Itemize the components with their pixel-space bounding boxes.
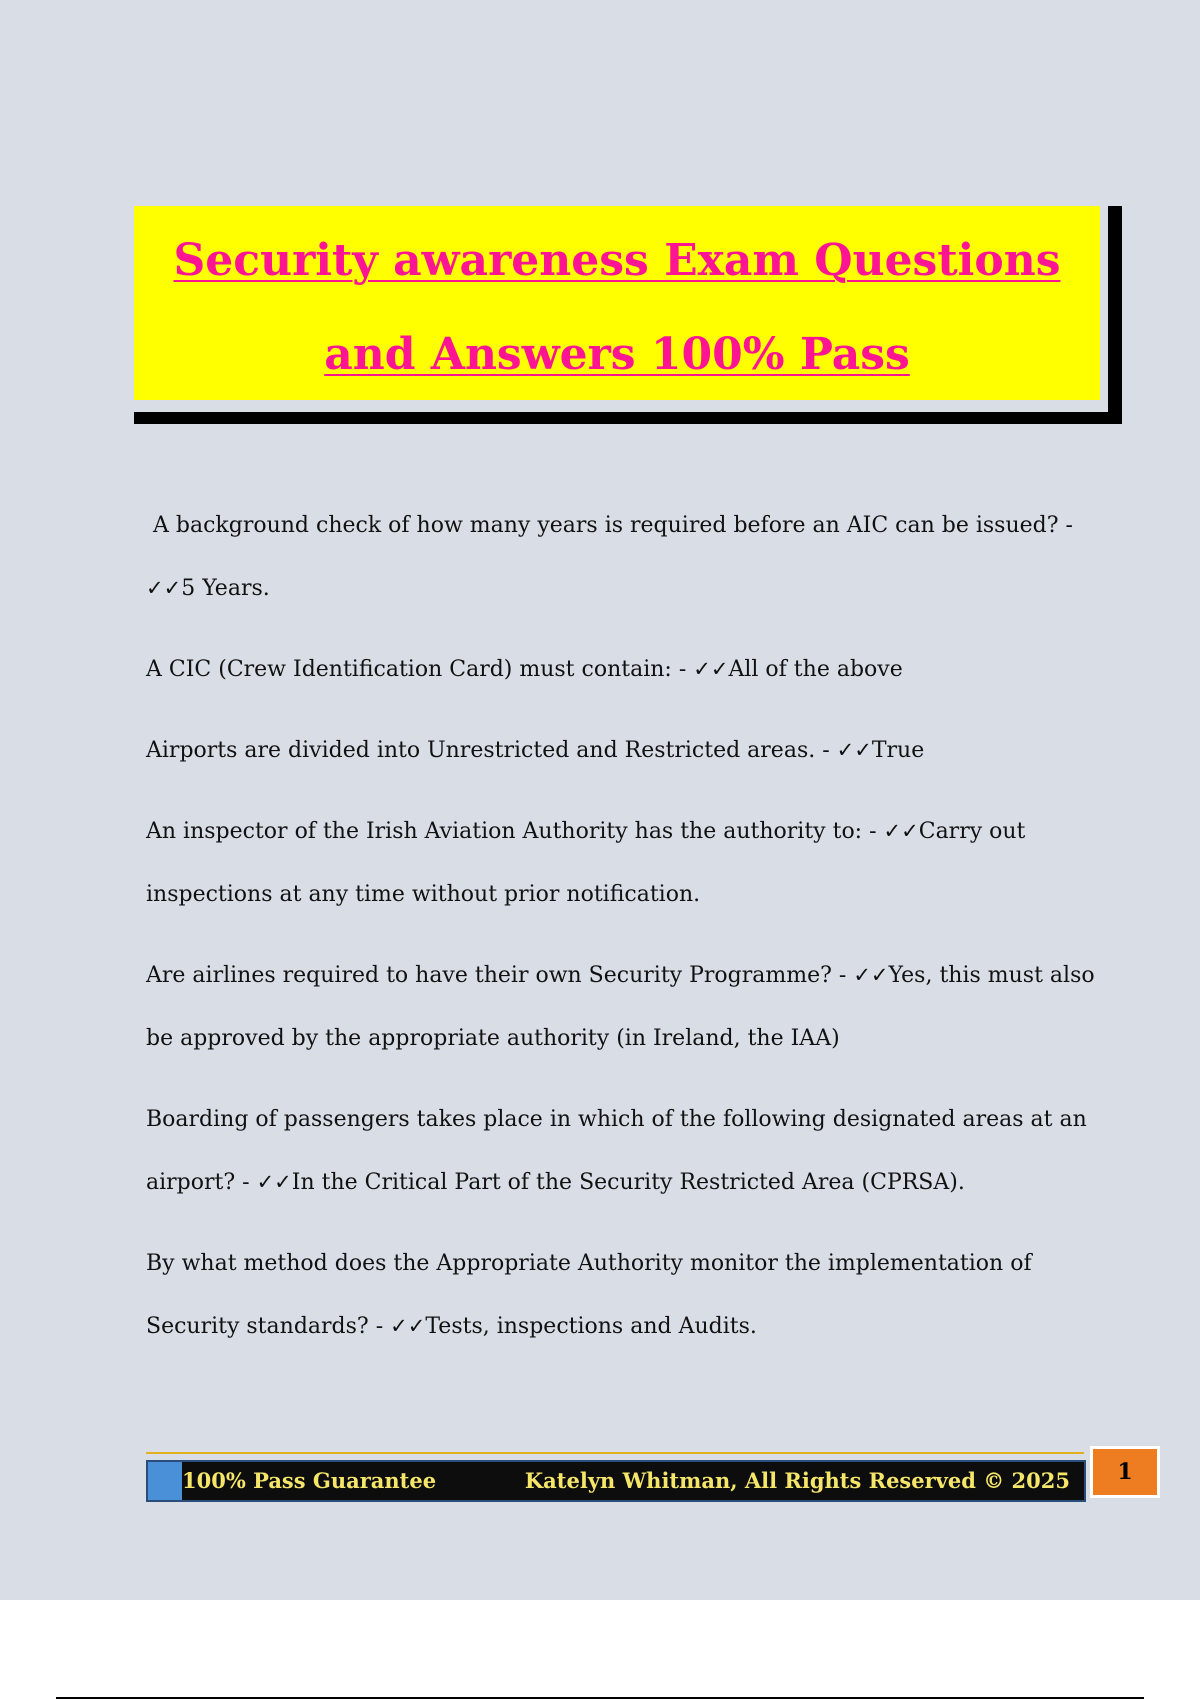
answer-text: True [871, 738, 925, 763]
page-number-badge: 1 [1090, 1446, 1160, 1498]
answer-text: In the Critical Part of the Security Restricted Area (CPRSA). [291, 1170, 965, 1195]
check-icon: ✓✓ [853, 963, 889, 987]
check-icon: ✓✓ [693, 657, 729, 681]
question-text: A CIC (Crew Identification Card) must contain: - [146, 657, 687, 682]
check-icon: ✓✓ [883, 819, 919, 843]
qa-list [146, 494, 1106, 1376]
title-text-2: and Answers 100% Pass [324, 329, 910, 380]
qa-item [146, 494, 1106, 620]
footer-guarantee-text: 100% Pass Guarantee [182, 1468, 437, 1493]
qa-item [146, 1232, 1106, 1358]
footer-copyright-text: Katelyn Whitman, All Rights Reserved © 2025 [524, 1468, 1070, 1493]
title-banner [134, 206, 1100, 400]
qa-item [146, 719, 1106, 782]
title-text-1: Security awareness Exam Questions [173, 235, 1061, 286]
check-icon: ✓✓ [390, 1314, 426, 1338]
title-shadow-right [1108, 206, 1122, 424]
footer-divider [146, 1452, 1084, 1454]
question-text: Boarding of passengers takes place in which of the following designated areas at an airport? - [146, 1107, 1087, 1195]
check-icon: ✓✓ [836, 738, 872, 762]
page-bottom-rule [56, 1697, 1144, 1699]
qa-item [146, 1088, 1106, 1214]
answer-text: Carry out inspections at any time without prior notification. [146, 819, 1026, 907]
question-text: A background check of how many years is required before an AIC can be issued? - [153, 513, 1073, 538]
answer-text: Tests, inspections and Audits. [425, 1314, 757, 1339]
question-text: An inspector of the Irish Aviation Authority has the authority to: - [146, 819, 877, 844]
qa-item [146, 638, 1106, 701]
check-icon: ✓✓ [146, 576, 182, 600]
footer-bar [146, 1460, 1086, 1502]
answer-text: 5 Years. [181, 576, 270, 601]
answer-text: Yes, this must also be approved by the appropriate authority (in Ireland, the IAA) [146, 963, 1095, 1051]
title-line-1 [134, 214, 1100, 308]
qa-item [146, 800, 1106, 926]
check-icon: ✓✓ [256, 1170, 292, 1194]
title-shadow-bottom [134, 412, 1122, 424]
qa-item [146, 944, 1106, 1070]
question-text: Are airlines required to have their own Security Programme? - [146, 963, 847, 988]
title-line-2 [134, 308, 1100, 402]
question-text: By what method does the Appropriate Authority monitor the implementation of Security standards? - [146, 1251, 1032, 1339]
answer-text: All of the above [728, 657, 903, 682]
question-text: Airports are divided into Unrestricted and Restricted areas. - [146, 738, 830, 763]
